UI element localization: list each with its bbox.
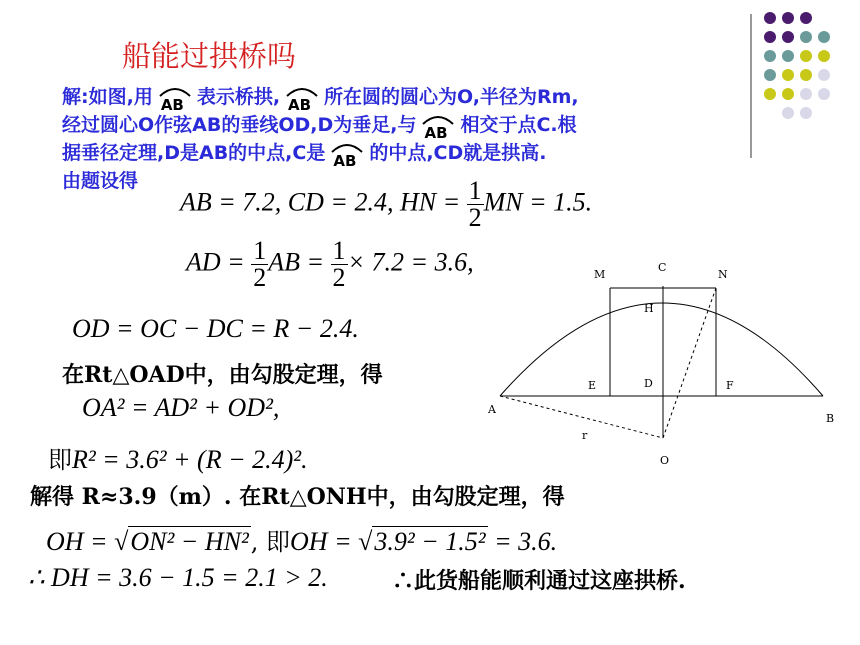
equation-3: OD = OC − DC = R − 2.4. — [72, 314, 359, 343]
arc-label: AB — [424, 124, 448, 142]
equation-7: ∴ DH = 3.6 − 1.5 = 2.1 > 2. — [28, 563, 328, 592]
label-r: r — [582, 429, 588, 442]
solution-text: 的中点,CD就是拱高. — [369, 142, 547, 164]
label-n: N — [718, 268, 728, 281]
fraction-numerator: 1 — [253, 236, 267, 265]
arc-symbol — [284, 85, 320, 114]
bridge-arch-diagram — [480, 258, 850, 473]
equation-text: × 7.2 = 3.6, — [347, 247, 474, 277]
fraction-denominator: 2 — [468, 203, 482, 232]
fraction-numerator: 1 — [468, 176, 482, 205]
label-d: D — [644, 377, 653, 390]
equation-prefix: , 即 — [250, 528, 291, 556]
label-a: A — [488, 403, 496, 416]
decorative-dot-grid — [764, 12, 844, 132]
equation-text: AB = 7.2, CD = 2.4, HN = — [180, 187, 467, 217]
fraction — [467, 178, 484, 231]
label-b: B — [826, 412, 835, 425]
equation-1 — [180, 178, 592, 231]
decorative-dot — [800, 31, 812, 43]
solution-text: 表示桥拱, — [196, 86, 281, 108]
solution-line-4: 由题设得 — [62, 170, 139, 192]
fraction-denominator: 2 — [332, 263, 346, 292]
solution-line-2 — [62, 112, 577, 142]
equation-5 — [48, 440, 308, 475]
equation-prefix: 即 — [48, 446, 72, 474]
pythagoras-statement-1: 在Rt△OAD中，由勾股定理，得 — [62, 362, 383, 388]
equation-text: R² = 3.6² + (R − 2.4)². — [72, 445, 308, 474]
equation-text: = 3.6. — [494, 527, 558, 556]
fraction-denominator: 2 — [253, 263, 267, 292]
decorative-dot — [782, 69, 794, 81]
decorative-dot — [818, 88, 830, 100]
arc-symbol — [420, 113, 456, 142]
label-f: F — [726, 379, 734, 392]
arch-arc — [500, 303, 823, 396]
sqrt-content: 3.9² − 1.5² — [374, 527, 486, 556]
decorative-dot — [782, 107, 794, 119]
decorative-dot — [800, 88, 812, 100]
equation-text: OH = — [290, 527, 359, 556]
decorative-dot — [800, 12, 812, 24]
decorative-dot — [800, 69, 812, 81]
pythagoras-statement-2: 解得 R≈3.9（m）. 在Rt△ONH中，由勾股定理，得 — [30, 484, 565, 510]
arc-label: AB — [160, 96, 184, 114]
decorative-dot — [764, 50, 776, 62]
equation-4: OA² = AD² + OD², — [82, 393, 280, 422]
decorative-dot — [764, 12, 776, 24]
solution-line-3 — [62, 140, 547, 170]
decorative-dot — [764, 69, 776, 81]
equation-text: OH = — [46, 527, 115, 556]
decorative-dot — [782, 50, 794, 62]
fraction-numerator: 1 — [332, 236, 346, 265]
fraction — [331, 238, 348, 291]
equation-text: MN = 1.5. — [483, 187, 593, 217]
label-o: O — [660, 454, 670, 467]
decorative-dot — [818, 50, 830, 62]
decorative-dot — [818, 69, 830, 81]
decorative-dot — [800, 107, 812, 119]
fraction — [251, 238, 268, 291]
arc-symbol — [157, 85, 193, 114]
divider-line — [750, 14, 752, 158]
arc-label: AB — [288, 96, 312, 114]
equation-6: OH = √ON² − HN², 即OH = √3.9² − 1.5² = 3.6. — [46, 527, 558, 556]
decorative-dot — [818, 31, 830, 43]
decorative-dot — [764, 31, 776, 43]
solution-text: 经过圆心O作弦AB的垂线OD,D为垂足,与 — [62, 114, 417, 136]
solution-line-1 — [62, 84, 579, 114]
label-c: C — [658, 261, 667, 274]
label-e: E — [588, 379, 597, 392]
solution-text: 所在圆的圆心为O,半径为Rm, — [324, 86, 579, 108]
decorative-dot — [782, 88, 794, 100]
decorative-dot — [764, 88, 776, 100]
equation-2 — [186, 238, 474, 291]
arc-label: AB — [333, 152, 357, 170]
equation-text: AD = — [186, 247, 252, 277]
solution-text: 解:如图,用 — [62, 86, 153, 108]
slide-title: 船能过拱桥吗 — [122, 39, 297, 73]
decorative-dot — [782, 31, 794, 43]
equation-text: AB = — [268, 247, 331, 277]
solution-text: 据垂径定理,D是AB的中点,C是 — [62, 142, 326, 164]
conclusion: ∴此货船能顺利通过这座拱桥. — [392, 568, 686, 594]
solution-text: 相交于点C.根 — [460, 114, 577, 136]
sqrt-content: ON² − HN² — [130, 527, 249, 556]
label-m: M — [594, 268, 606, 281]
label-h: H — [644, 302, 654, 315]
arc-symbol — [329, 141, 365, 170]
decorative-dot — [800, 50, 812, 62]
decorative-dot — [782, 12, 794, 24]
